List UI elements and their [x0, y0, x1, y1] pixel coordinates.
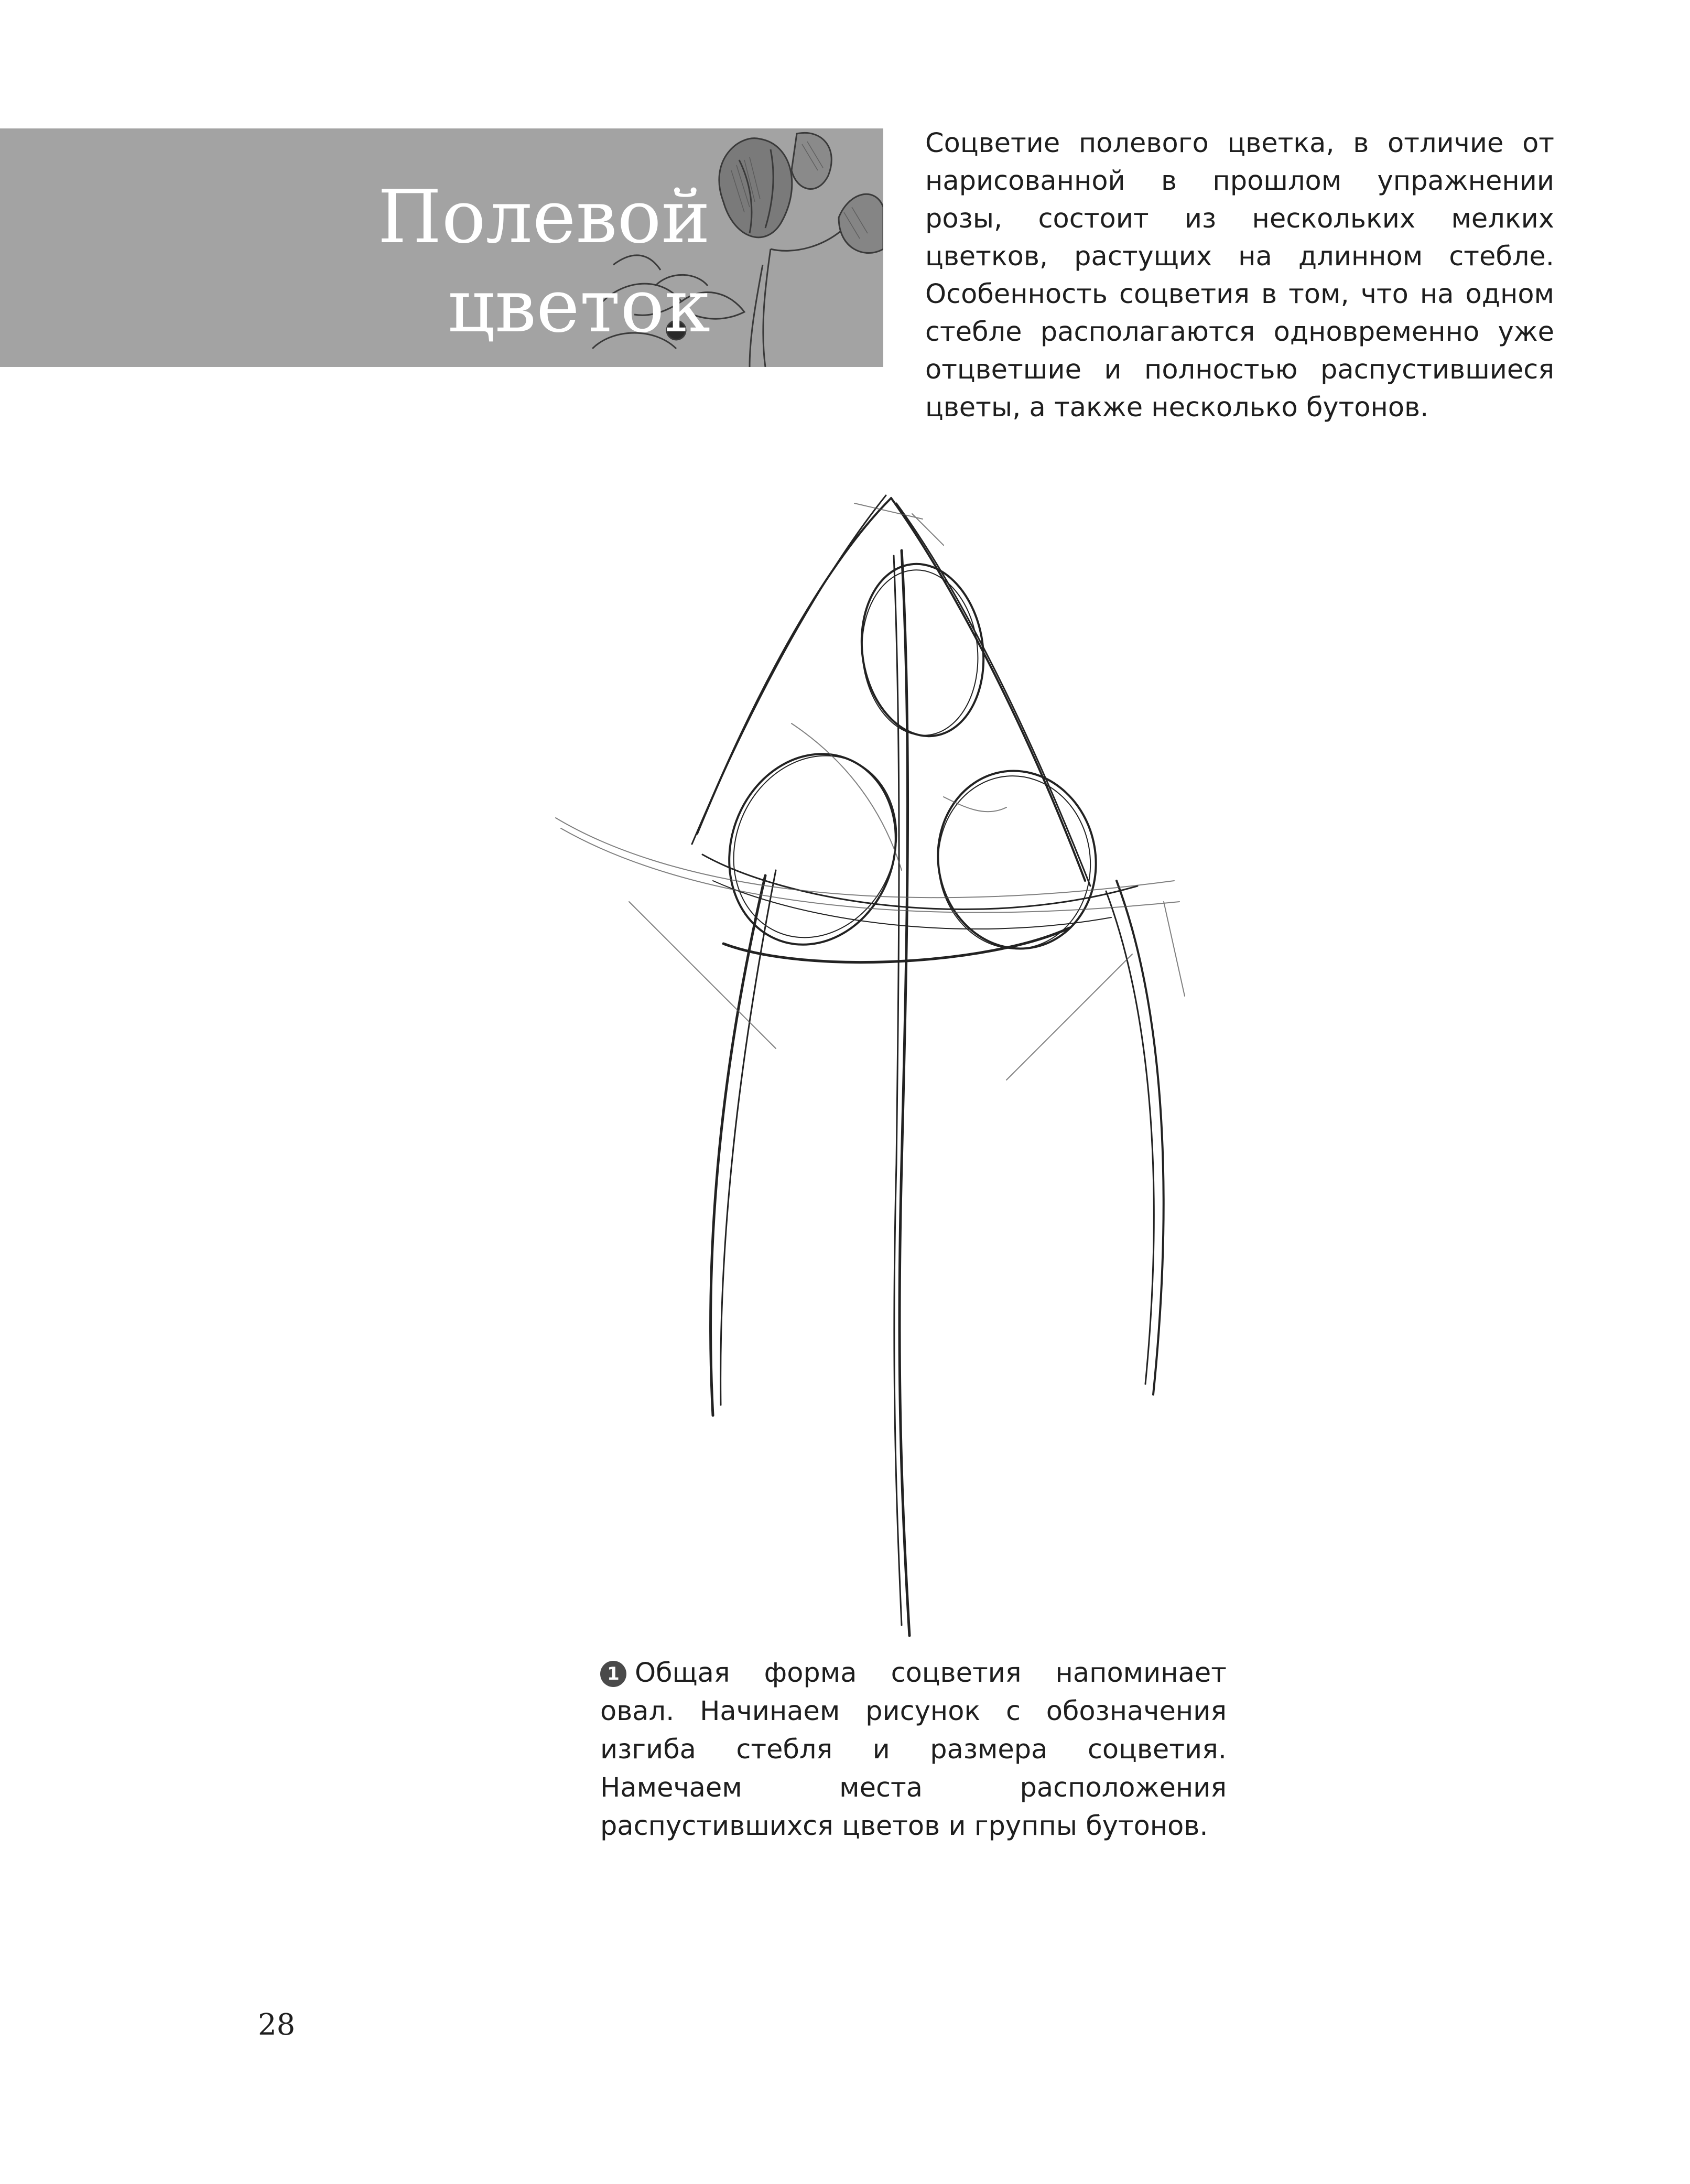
chapter-title	[377, 173, 710, 351]
page-number: 28	[258, 2008, 296, 2042]
step-number-badge: 1	[600, 1661, 626, 1687]
intro-paragraph: Соцветие полевого цветка, в отличие от нарисованной в прошлом упражнении розы, состоит из нескольких мелких цветков, растущих на длинном стебле. Особенность соцветия в том, что на одном стебле располагаются одновременно уже отцветшие и полностью распустившиеся цветы, а также несколько бутонов.	[925, 128, 1554, 423]
step-caption	[600, 1654, 1227, 1845]
title-line-2: цветок	[448, 264, 710, 349]
pencil-sketch-flower-construction-icon	[545, 482, 1227, 1657]
title-line-1: Полевой	[377, 175, 710, 260]
title-band	[0, 128, 883, 367]
step-caption-text: Общая форма соцветия напоминает овал. Начинаем рисунок с обозначения изгиба стебля и размера соцветия. Намечаем места расположения распустившихся цветов и группы бутонов.	[600, 1658, 1227, 1842]
